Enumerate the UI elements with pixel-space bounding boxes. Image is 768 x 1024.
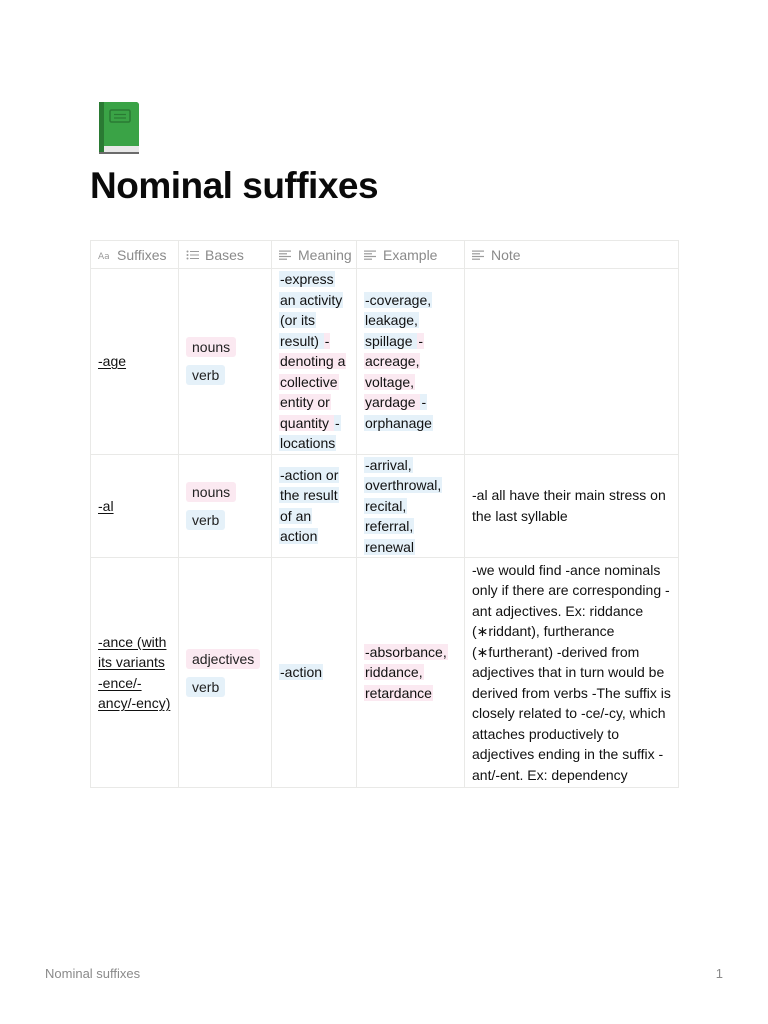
example-text: - orphanage — [365, 394, 432, 431]
cell-note[interactable] — [465, 269, 679, 455]
multi-select-property-icon — [186, 250, 199, 260]
column-header-label: Meaning — [298, 246, 352, 263]
meaning-text: - locations — [280, 414, 340, 451]
tag-adjectives: adjectives — [186, 649, 260, 669]
page-title: Nominal suffixes — [90, 165, 379, 206]
meaning-text: -express an activity (or its result) — [280, 271, 343, 349]
cell-meaning[interactable] — [272, 558, 357, 788]
text-lines-icon — [279, 250, 292, 260]
tag-verb: verb — [186, 510, 225, 530]
column-header-suffixes[interactable] — [91, 241, 179, 269]
cell-bases[interactable] — [179, 558, 272, 788]
cell-note[interactable]: -we would find -ance nominals only if there are corresponding -ant adjectives. Ex: riddance (∗riddant), furtherance (∗furtherant) -derived from adjectives that in turn would be derived from verbs -The suffix is closely related to -ce/-cy, which attaches productively to adjectives ending in the suffix -ant/-ent. Ex: dependency — [465, 558, 679, 788]
column-header-bases[interactable] — [179, 241, 272, 269]
column-header-label: Suffixes — [117, 246, 167, 263]
suffix-link[interactable]: -al — [98, 497, 114, 514]
column-header-label: Bases — [205, 246, 244, 263]
meaning-text: -action — [280, 664, 323, 681]
footer-title: Nominal suffixes — [45, 966, 141, 981]
meaning-text: -action or the result of an action — [280, 466, 339, 545]
cell-example[interactable] — [357, 269, 465, 455]
svg-text:Aa: Aa — [98, 251, 110, 260]
page-number: 1 — [715, 966, 723, 981]
cell-example[interactable] — [357, 558, 465, 788]
table-header-row — [91, 241, 679, 269]
table-row — [91, 454, 679, 558]
column-header-label: Example — [383, 246, 438, 263]
cell-bases[interactable] — [179, 269, 272, 455]
green-book-icon — [97, 100, 141, 156]
text-lines-icon — [364, 250, 377, 260]
tag-verb: verb — [186, 365, 225, 385]
example-text: -absorbance, riddance, retardance — [365, 643, 447, 701]
cell-suffix[interactable] — [91, 269, 179, 455]
meaning-text: -denoting a collective entity or quantity — [280, 332, 346, 431]
table-row — [91, 558, 679, 788]
text-property-icon — [98, 250, 111, 260]
cell-meaning[interactable] — [272, 454, 357, 558]
column-header-example[interactable] — [357, 241, 465, 269]
tag-verb: verb — [186, 677, 225, 697]
database-table — [90, 240, 679, 788]
tag-nouns: nouns — [186, 337, 236, 357]
cell-bases[interactable] — [179, 454, 272, 558]
suffix-link[interactable]: -age — [98, 353, 127, 369]
text-lines-icon — [472, 250, 485, 260]
cell-suffix[interactable] — [91, 558, 179, 788]
cell-example[interactable] — [357, 454, 465, 558]
suffix-link[interactable]: -ance (with its variants -ence/-ancy/-ency) — [98, 633, 171, 711]
table-row — [91, 269, 679, 455]
column-header-note[interactable] — [465, 241, 679, 269]
example-text: - acreage, voltage, yardage — [365, 332, 424, 410]
column-header-label: Note — [491, 246, 521, 263]
example-text: -arrival, overthrowal, recital, referral, renewal — [365, 456, 442, 555]
tag-nouns: nouns — [186, 482, 236, 502]
cell-note[interactable]: -al all have their main stress on the last syllable — [465, 454, 679, 558]
cell-meaning[interactable] — [272, 269, 357, 455]
cell-suffix[interactable] — [91, 454, 179, 558]
example-text: -coverage, leakage, spillage — [365, 291, 432, 349]
column-header-meaning[interactable] — [272, 241, 357, 269]
